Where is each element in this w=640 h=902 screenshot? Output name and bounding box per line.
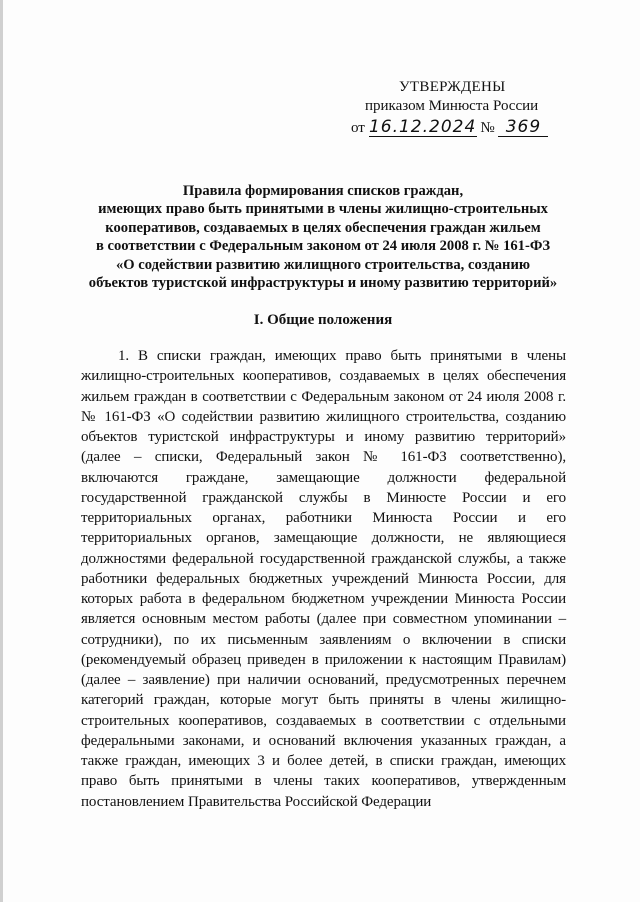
- title-line: Правила формирования списков граждан,: [182, 183, 464, 199]
- handwritten-date: 16.12.2024: [368, 117, 477, 137]
- order-line: приказом Минюста России: [365, 98, 539, 114]
- title-line: имеющих право быть принятыми в члены жилищно-строительных: [98, 201, 548, 218]
- date-prefix: от: [351, 120, 365, 136]
- approved-label: УТВЕРЖДЕНЫ: [399, 79, 506, 95]
- handwritten-number: 369: [498, 118, 548, 137]
- date-number-line: [351, 118, 548, 137]
- number-sign: №: [480, 120, 495, 136]
- document-title: [63, 182, 583, 292]
- paragraph-1: 1. В списки граждан, имеющих право быть принятыми в члены жилищно-строительных кооперативов, создаваемых в целях обеспечения жильем граждан в соответствии с Федеральным законом от 24 июля 2008 г. № 161-ФЗ «О содействии развитию жилищного строительства, созданию объектов туристской инфраструктуры и иному развитию территорий» (далее – списки, Федеральный закон № 161-ФЗ соответственно), включаются граждане, замещающие должности федеральной государственной гражданской службы в Минюсте России и его территориальных органах, работники Минюста России и его территориальных органов, замещающие должности, не являющиеся должностями федеральной государственной гражданской службы, а также работники федеральных бюджетных учреждений Минюста России, для которых работа в федеральном бюджетном учреждении Минюста России является основным местом работы (далее при совместном упоминании – сотрудники), по их письменным заявлениям о включении в списки (рекомендуемый образец приведен в приложении к настоящим Правилам) (далее – заявление) при наличии оснований, предусмотренных перечнем категорий граждан, которые могут быть приняты в члены жилищно-строительных кооперативов, создаваемых в соответствии с отдельными федеральными законами, и оснований включения указанных граждан, а также граждан, имеющих 3 и более детей, в списки граждан, имеющих право быть принятыми в члены таких кооперативов, утвержденным постановлением Правительства Российской Федерации: [81, 348, 566, 810]
- title-line: объектов туристской инфраструктуры и иному развитию территорий»: [88, 275, 558, 292]
- title-line: «О содействии развитию жилищного строительства, созданию: [115, 256, 531, 273]
- title-line: в соответствии с Федеральным законом от 24 июля 2008 г. № 161-ФЗ: [95, 238, 551, 255]
- title-line: кооперативов, создаваемых в целях обеспечения граждан жильем: [105, 219, 541, 236]
- section-heading: I. Общие положения: [253, 312, 393, 328]
